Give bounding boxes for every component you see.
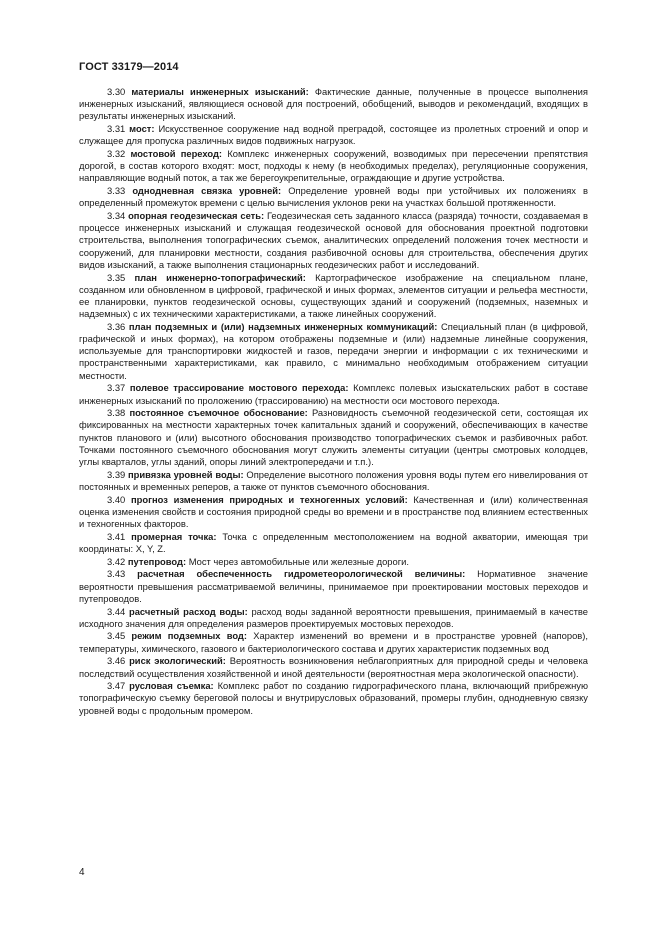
term-definition: Комплекс полевых изыскательских работ в составе инженерных изысканий по проложению (трассированию) на местности оси мостового перехода. (79, 382, 588, 406)
term-number: 3.46 (107, 655, 126, 667)
term-entry (79, 407, 588, 468)
term-entry (79, 680, 588, 717)
term-name: промерная точка: (131, 530, 217, 542)
term-number: 3.33 (107, 185, 126, 197)
term-entry (79, 556, 588, 568)
term-name: путепровод: (127, 555, 187, 567)
term-entry (79, 568, 588, 605)
terms-list (79, 86, 588, 717)
term-number: 3.41 (107, 530, 126, 542)
standard-header: ГОСТ 33179—2014 (79, 61, 179, 73)
term-definition: Комплекс инженерных сооружений, возводимых при пересечении препятствия дорогой, в состав которого входят: мост, подходы к нему (в необходимых пределах), регуляционные сооружения, направляющие водный поток, а так же берегоукрепительные, ограждающие и другие устройства. (79, 148, 589, 184)
term-name: расчетный расход воды: (128, 605, 248, 617)
term-entry (79, 210, 588, 271)
term-entry (79, 469, 588, 493)
term-number: 3.47 (107, 680, 126, 692)
term-entry (79, 148, 588, 185)
term-name: материалы инженерных изысканий: (131, 86, 309, 97)
term-entry (79, 494, 588, 531)
term-number: 3.30 (107, 86, 126, 97)
term-entry (79, 382, 588, 406)
term-definition: Искусственное сооружение над водной преградой, состоящее из пролетных строений и опор и служащее для пропуска различных видов подвижных нагрузок. (79, 123, 589, 147)
term-definition: расход воды заданной вероятности превышения, принимаемый в качестве исходного значения для определения размеров проектируемых мостовых переходов. (79, 605, 588, 629)
term-number: 3.36 (107, 320, 126, 332)
term-entry (79, 655, 588, 679)
term-entry (79, 606, 588, 630)
term-name: план инженерно-топографический: (134, 271, 306, 283)
term-entry (79, 630, 588, 654)
term-definition: Определение уровней воды при устойчивых их положениях в определенный промежуток времени с целью вычисления уклонов реки на участках большой протяженности. (79, 185, 589, 209)
term-definition: Фактические данные, полученные в процессе выполнения инженерных изысканий, являющиеся основой для построений, обобщений, выводов и рекомендаций, входящих в результаты инженерных изысканий. (79, 86, 588, 122)
term-name: режим подземных вод: (131, 630, 248, 642)
term-name: расчетная обеспеченность гидрометеорологической величины: (137, 568, 466, 580)
term-number: 3.31 (107, 123, 126, 135)
term-name: прогноз изменения природных и техногенных условий: (130, 493, 408, 505)
term-definition: Комплекс работ по созданию гидрографического плана, включающий прибрежную топографическую съемку береговой полосы и внутрирусловых образований, промеры глубин, однодневную связку уровней воды с продольным промером. (79, 680, 588, 716)
term-name: постоянное съемочное обоснование: (129, 407, 308, 419)
page-number: 4 (79, 867, 85, 878)
term-number: 3.34 (107, 210, 126, 222)
term-definition: Картографическое изображение на специальном плане, созданном или обновленном в цифровой, графической и иных формах, элементов ситуации и рельефа местности, ее планировки, пунктов геодезической основы, существующих зданий и сооружений (подземных, наземных и надземных) с их техническими характеристиками, а также линейных сооружений. (79, 271, 588, 320)
term-name: полевое трассирование мостового перехода: (129, 382, 349, 394)
term-number: 3.38 (107, 407, 126, 419)
term-definition: Точка с определенным местоположением на водной акватории, имеющая три координаты: X, Y, Z. (79, 530, 588, 555)
term-number: 3.35 (107, 271, 126, 283)
term-name: опорная геодезическая сеть: (128, 210, 265, 222)
term-name: русловая съемка: (129, 680, 214, 692)
term-number: 3.32 (107, 148, 126, 160)
term-definition: Нормативное значение вероятности превышения рассматриваемой величины, принимаемое при проектировании мостовых переходов и путепроводов. (79, 568, 588, 604)
term-definition: Характер изменений во времени и в пространстве уровней (напоров), температуры, химического, газового и бактериологического состава и других характеристик подземных вод (79, 630, 588, 654)
term-name: однодневная связка уровней: (132, 185, 282, 197)
term-definition: Геодезическая сеть заданного класса (разряда) точности, создаваемая в процессе инженерных изысканий и служащая геодезической основой для обоснования проектной подготовки строительства, выполнения топографических съемок, аналитических определений положения точек местности и сооружений, для планировки местности, создания разбивочной основы для строительства, обеспечения других видов изысканий, а также выполнения стационарных геодезических работ и исследований. (79, 210, 588, 270)
term-definition: Разновидность съемочной геодезической сети, состоящая их фиксированных на местности характерных точек капитальных зданий и сооружений, обеспечивающих в качестве пунктов планового и (или) высотного обоснования производство топографических съемок и разбивочных работ. Точками постоянного съемочного обоснования могут служить элементы ситуации (центры смотровых колодцев, углы кварталов, углы зданий, опоры линий электропередачи и т.п.). (79, 407, 589, 468)
term-number: 3.37 (107, 382, 126, 394)
term-entry (79, 272, 588, 321)
term-entry (79, 321, 588, 382)
term-definition: Специальный план (в цифровой, графической и иных формах), на котором отображены подземные и (или) надземные линейные сооружения, используемые для транспортировки жидкостей и газов, передачи энергии и информации с их техническими и пространственными характеристиками, как правило, с минимально необходимым отображением ситуации местности. (79, 320, 589, 381)
term-number: 3.45 (107, 630, 126, 642)
term-entry (79, 123, 588, 147)
term-number: 3.42 (107, 555, 126, 567)
term-definition: Определение высотного положения уровня воды путем его нивелирования от постоянных и временных реперов, а также от пунктов съемочного обоснования. (79, 468, 588, 492)
term-name: привязка уровней воды: (128, 468, 244, 480)
term-name: мост: (129, 123, 155, 135)
term-name: план подземных и (или) надземных инженерных коммуникаций: (128, 320, 438, 332)
term-name: мостовой переход: (130, 148, 223, 160)
term-number: 3.40 (107, 493, 126, 505)
term-entry (79, 185, 588, 209)
term-definition: Качественная и (или) количественная оценка изменения свойств и состояния природной среды во времени и в пространстве под влиянием естественных и техногенных факторов. (79, 493, 588, 530)
term-entry (79, 531, 588, 555)
term-name: риск экологический: (129, 655, 226, 667)
term-entry (79, 86, 588, 123)
term-number: 3.44 (107, 605, 126, 617)
term-definition: Вероятность возникновения неблагоприятных для природной среды и человека последствий осуществления хозяйственной и иной деятельности (вероятностная мера экологической опасности). (79, 655, 588, 679)
term-number: 3.43 (107, 568, 126, 580)
term-number: 3.39 (107, 468, 126, 480)
term-definition: Мост через автомобильные или железные дороги. (188, 555, 409, 567)
